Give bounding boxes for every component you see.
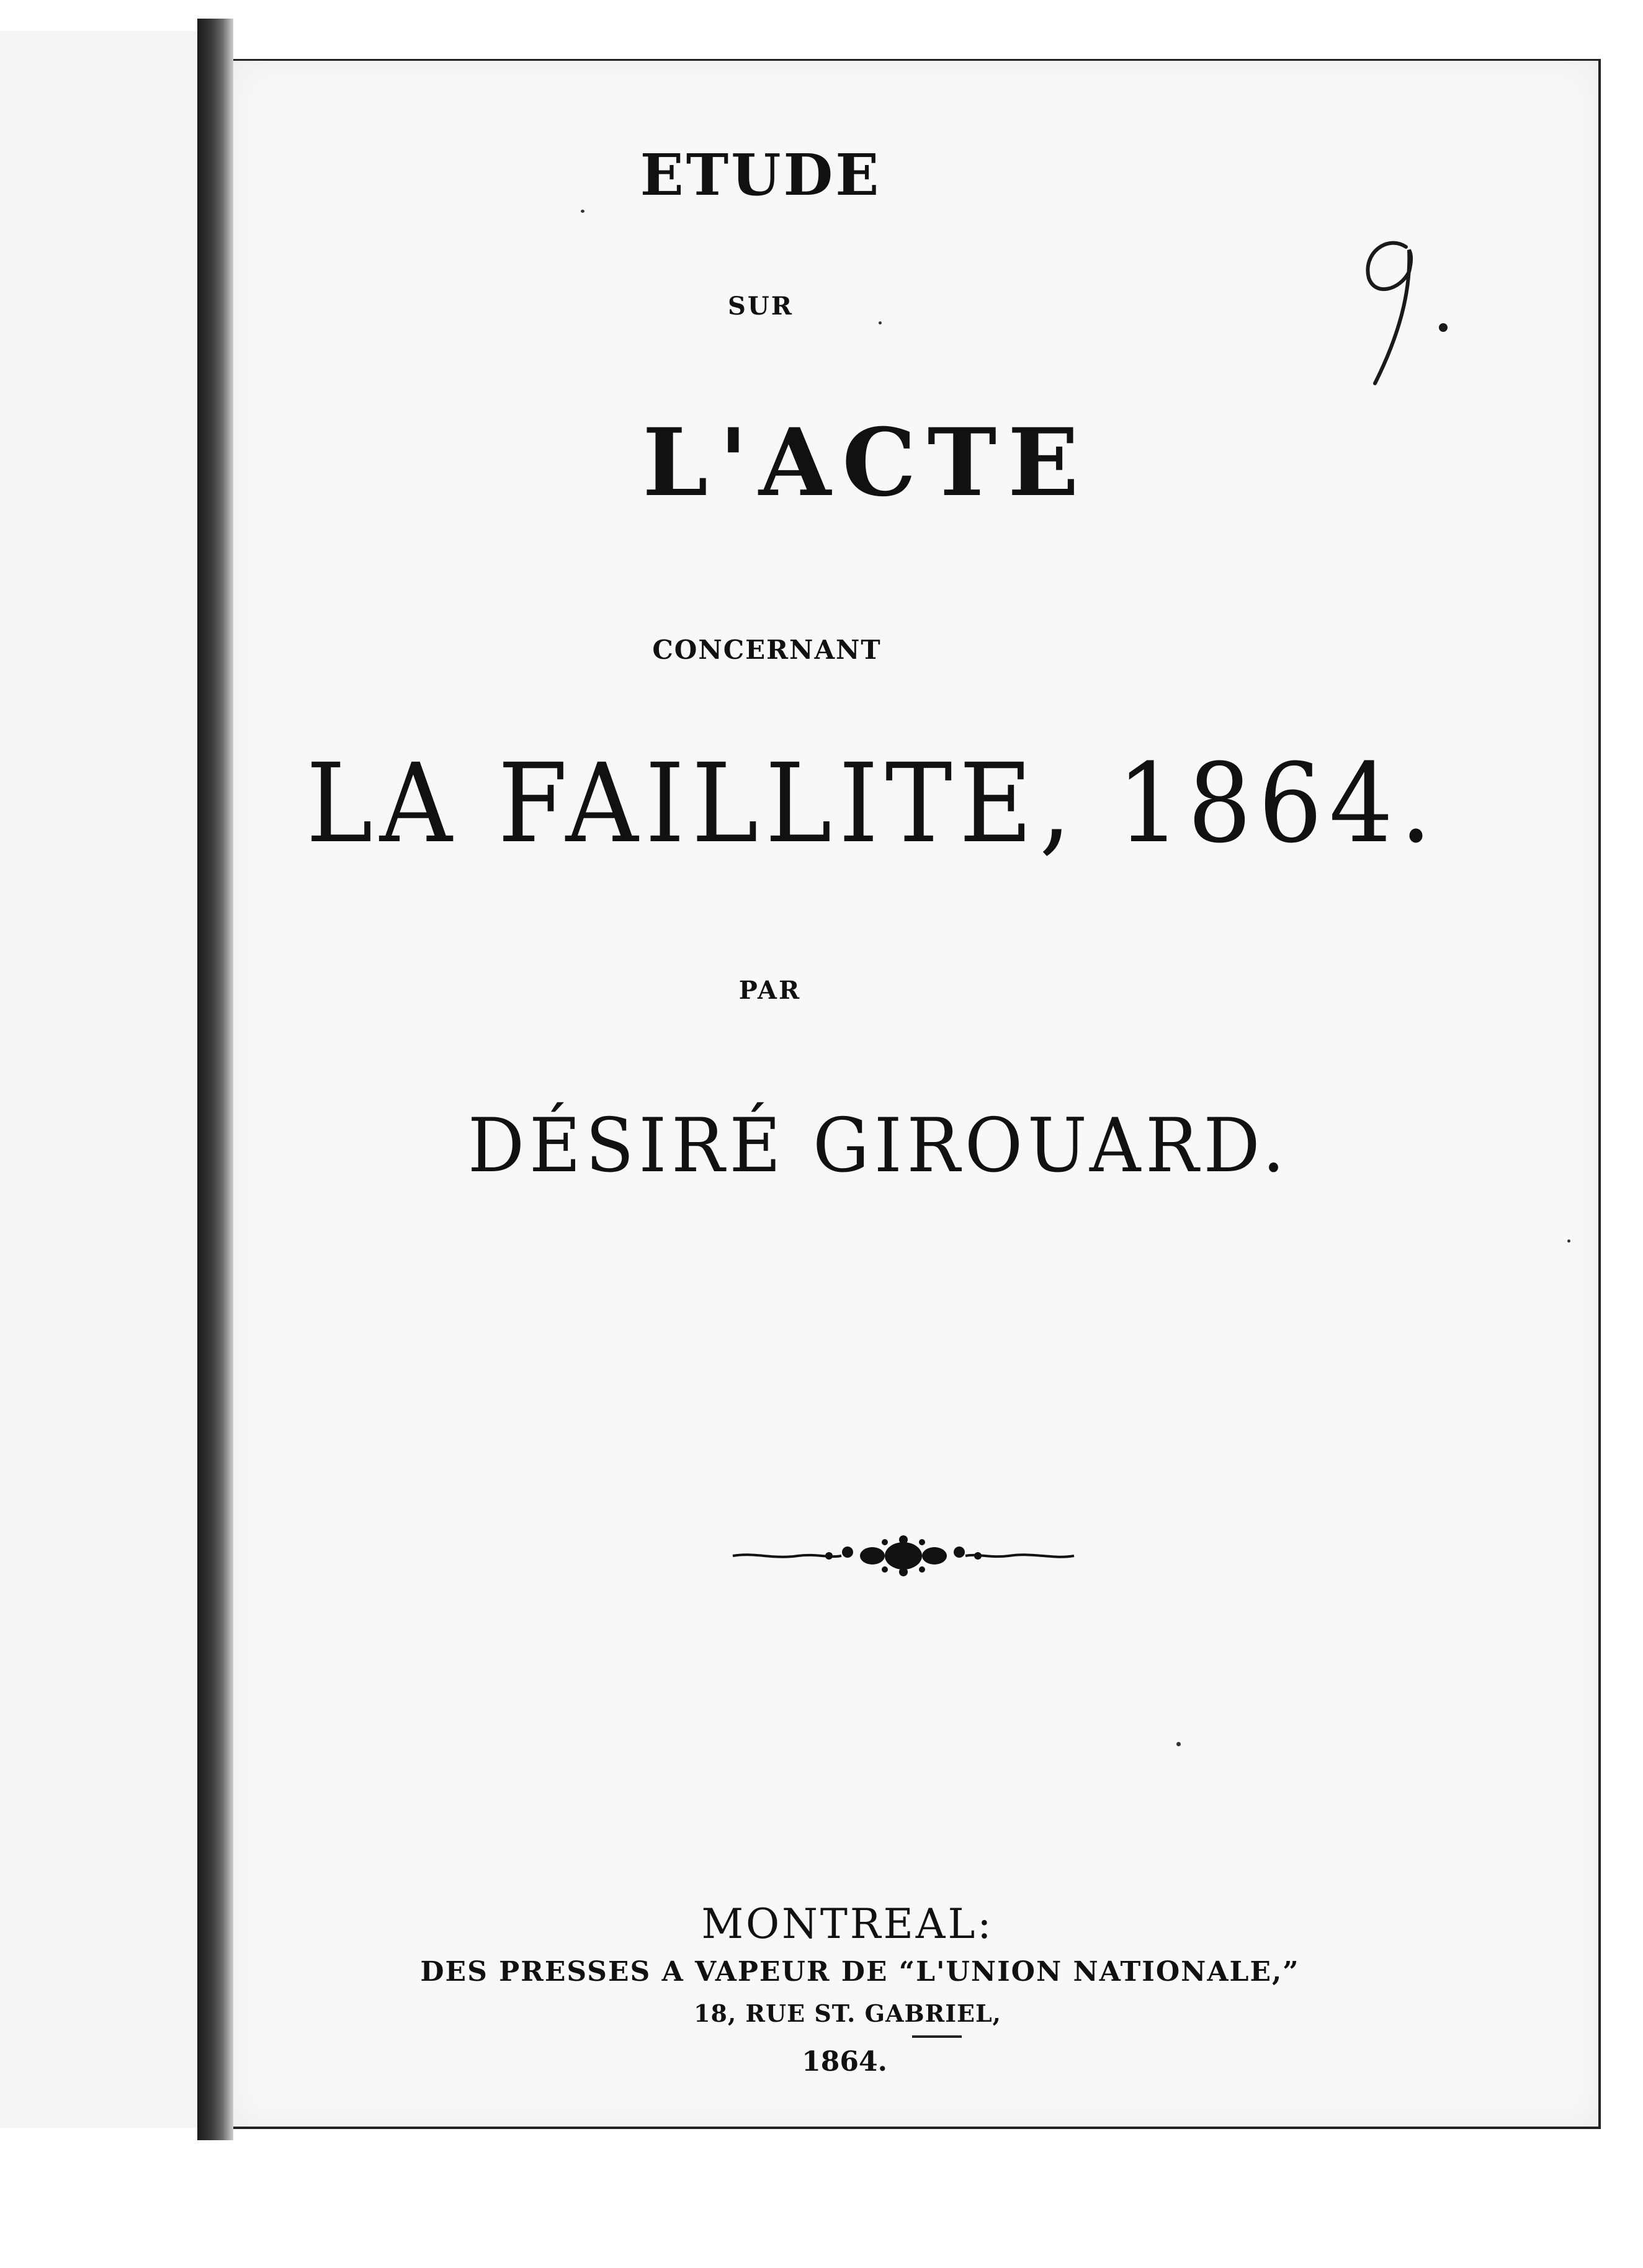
binding-gutter <box>197 19 233 2140</box>
title-sur: SUR <box>727 292 794 321</box>
paper-speck <box>581 210 584 213</box>
imprint-address: 18, RUE ST. GABRIEL, <box>694 1999 1001 2027</box>
title-acte: L'ACTE <box>642 408 1090 517</box>
facing-page <box>0 31 199 2128</box>
imprint-rule <box>912 2035 962 2038</box>
title-page <box>233 59 1601 2129</box>
imprint-city: MONTREAL: <box>701 1900 994 1948</box>
paper-speck <box>879 321 882 324</box>
title-par: PAR <box>738 976 802 1005</box>
printers-ornament-icon <box>730 1531 1077 1581</box>
paper-speck <box>1567 1239 1570 1243</box>
imprint-year: 1864. <box>802 2046 887 2078</box>
author-name: DÉSIRÉ GIROUARD. <box>467 1103 1290 1189</box>
title-faillite: LA FAILLITE, 1864. <box>306 740 1439 867</box>
title-etude: ETUDE <box>640 141 882 208</box>
imprint-press: DES PRESSES A VAPEUR DE “L'UNION NATIONALE,” <box>420 1956 1300 1988</box>
paper-speck <box>1176 1742 1181 1746</box>
handwritten-shelf-mark <box>1338 222 1462 408</box>
title-concernant: CONCERNANT <box>652 635 882 665</box>
